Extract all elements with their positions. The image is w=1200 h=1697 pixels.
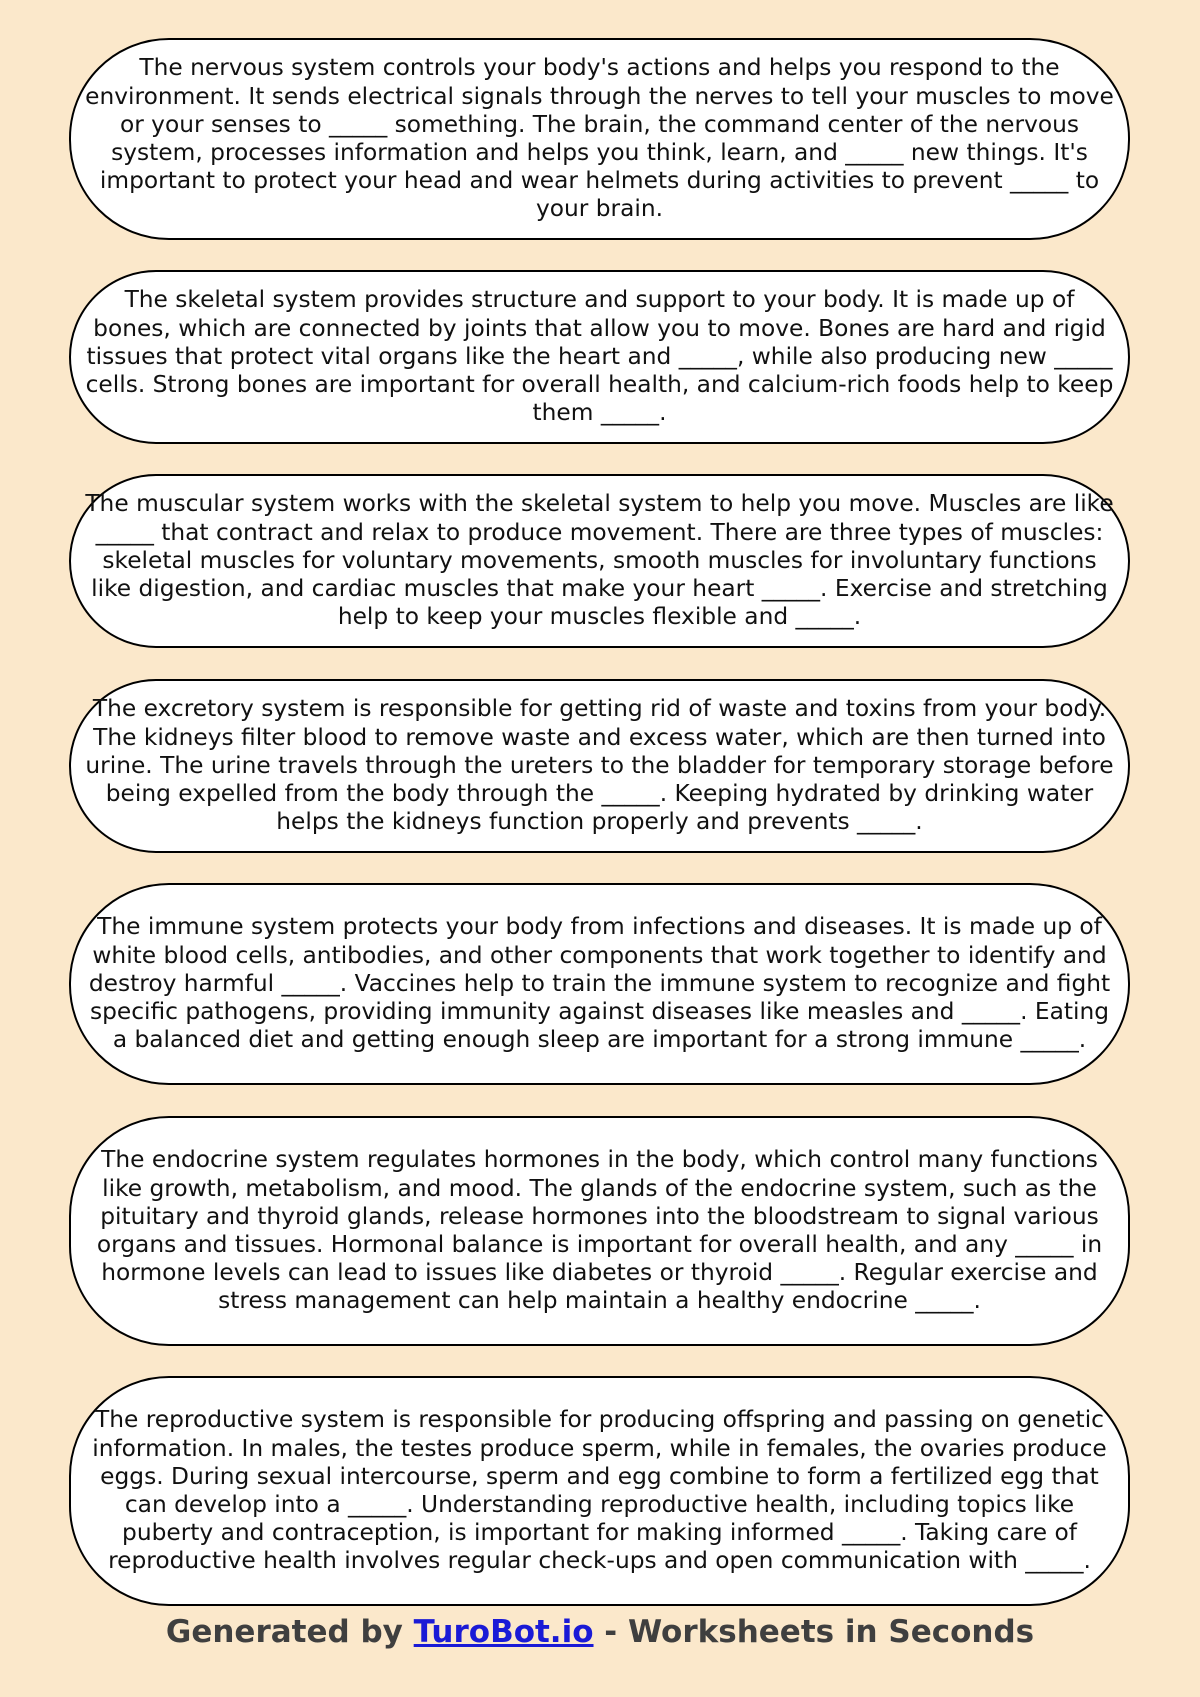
passage-card-skeletal	[69, 270, 1130, 444]
footer-credit	[0, 1614, 1200, 1650]
passage-card-endocrine	[69, 1116, 1130, 1346]
footer-suffix: - Worksheets in Seconds	[593, 1614, 1035, 1650]
passage-card-immune	[69, 883, 1130, 1085]
passage-text: The skeletal system provides structure and support to your body. It is made up of bones, which are connected by joints that allow you to move. Bones are hard and rigid tissues that protect vital organs like the heart and _____, while also producing new _____ cells. Strong bones are important for overall health, and calcium-rich foods help to keep them _____.	[85, 286, 1114, 427]
passage-card-reproductive	[69, 1376, 1130, 1606]
passage-card-muscular	[69, 474, 1130, 648]
passage-text: The nervous system controls your body's actions and helps you respond to the environment. It sends electrical signals through the nerves to tell your muscles to move or your senses to _____ something. The brain, the command center of the nervous system, processes information and helps you think, learn, and _____ new things. It's important to protect your head and wear helmets during activities to prevent _____ to your brain.	[85, 54, 1114, 223]
passage-text: The endocrine system regulates hormones in the body, which control many functions like growth, metabolism, and mood. The glands of the endocrine system, such as the pituitary and thyroid glands, release hormones into the bloodstream to signal various organs and tissues. Hormonal balance is important for overall health, and any _____ in hormone levels can lead to issues like diabetes or thyroid _____. Regular exercise and stress management can help maintain a healthy endocrine _____.	[96, 1146, 1103, 1315]
passage-text: The excretory system is responsible for getting rid of waste and toxins from your body. The kidneys filter blood to remove waste and excess water, which are then turned into urine. The urine travels through the ureters to the bladder for temporary storage before being expelled from the body through the _____. Keeping hydrated by drinking water helps the kidneys function properly and prevents _____.	[85, 695, 1114, 836]
passage-card-nervous	[69, 38, 1130, 240]
turobot-link[interactable]: TuroBot.io	[413, 1614, 594, 1650]
passage-text: The reproductive system is responsible for producing offspring and passing on genetic information. In males, the testes produce sperm, while in females, the ovaries produce eggs. During sexual intercourse, sperm and egg combine to form a fertilized egg that can develop into a _____. Understanding reproductive health, including topics like puberty and contraception, is important for making informed _____. Taking care of reproductive health involves regular check-ups and open communication with _____.	[92, 1406, 1107, 1575]
footer-prefix: Generated by	[165, 1614, 414, 1650]
passage-text: The muscular system works with the skeletal system to help you move. Muscles are like _____ that contract and relax to produce movement. There are three types of muscles: skeletal muscles for voluntary movements, smooth muscles for involuntary functions like digestion, and cardiac muscles that make your heart _____. Exercise and stretching help to keep your muscles flexible and _____.	[85, 490, 1114, 631]
passage-text: The immune system protects your body from infections and diseases. It is made up of white blood cells, antibodies, and other components that work together to identify and destroy harmful _____. Vaccines help to train the immune system to recognize and fight specific pathogens, providing immunity against diseases like measles and _____. Eating a balanced diet and getting enough sleep are important for a strong immune _____.	[88, 913, 1111, 1054]
passage-card-excretory	[69, 679, 1130, 853]
